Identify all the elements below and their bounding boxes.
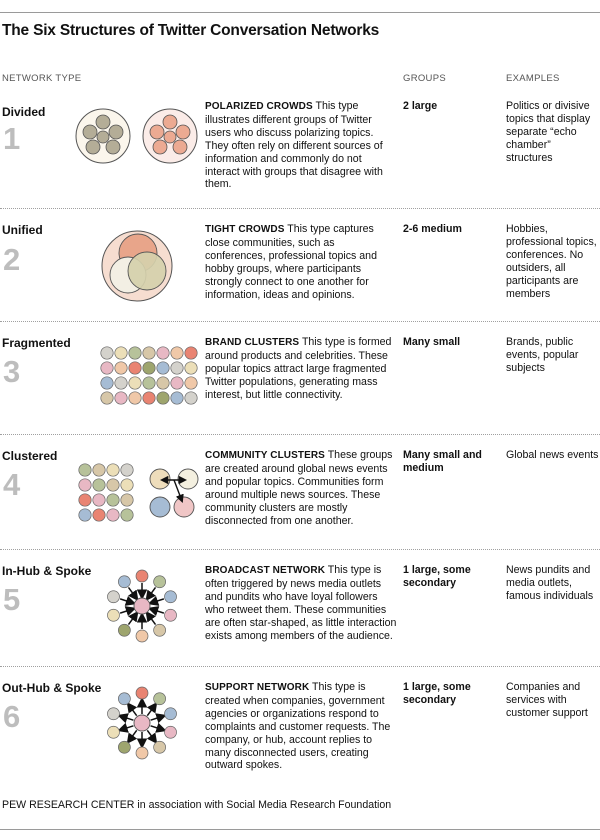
network-node-dot xyxy=(185,362,197,374)
description-keyword: COMMUNITY CLUSTERS xyxy=(205,450,325,461)
description xyxy=(205,564,397,642)
network-type-name: Out-Hub & Spoke xyxy=(2,681,102,695)
network-node-dot xyxy=(107,494,119,506)
network-node-dot xyxy=(93,509,105,521)
spoke-node xyxy=(154,624,166,636)
hub-node xyxy=(134,715,150,731)
description xyxy=(205,223,397,301)
network-type-number: 1 xyxy=(3,121,21,156)
column-header-groups: GROUPS xyxy=(403,73,446,84)
broadcast-network-diagram xyxy=(102,566,182,646)
network-node-dot xyxy=(157,377,169,389)
network-type-number: 3 xyxy=(3,354,21,389)
network-node-dot xyxy=(121,509,133,521)
spoke-node xyxy=(136,687,148,699)
spoke-arrow xyxy=(147,613,155,624)
network-node-dot xyxy=(121,479,133,491)
network-node-dot xyxy=(107,509,119,521)
spoke-arrow xyxy=(147,704,155,715)
spoke-arrow xyxy=(120,716,133,720)
groups-value: 2 large xyxy=(403,100,438,112)
row-divider xyxy=(0,434,600,435)
network-type-number: 2 xyxy=(3,242,21,277)
network-node-dot xyxy=(129,347,141,359)
spoke-arrow xyxy=(128,730,136,741)
network-type-number: 4 xyxy=(3,467,21,502)
network-node-dot xyxy=(93,464,105,476)
spoke-arrow xyxy=(151,716,164,720)
network-node-dot xyxy=(129,362,141,374)
spoke-node xyxy=(165,708,177,720)
spoke-node xyxy=(118,741,130,753)
spoke-arrow xyxy=(120,599,133,603)
network-type-name: In-Hub & Spoke xyxy=(2,564,92,578)
description-text: This type is formed around products and celebrities. These popular topics attract large fragmented Twitter populations, generating mass interest, but little connectivity. xyxy=(205,336,392,401)
description-text: These groups are created around global news events and popular topics. Communities form around multiple news sources. These community clusters are mostly disconnected from one another. xyxy=(205,449,393,527)
spoke-arrow xyxy=(128,587,136,598)
network-node-dot xyxy=(115,377,127,389)
groups-value: Many small and medium xyxy=(403,449,482,474)
groups-value: Many small xyxy=(403,336,461,348)
network-type-number: 5 xyxy=(3,582,21,617)
spoke-node xyxy=(118,693,130,705)
network-type-name: Fragmented xyxy=(2,336,71,350)
spoke-node xyxy=(136,630,148,642)
network-node-dot xyxy=(79,479,91,491)
network-node-dot xyxy=(93,479,105,491)
spoke-arrow xyxy=(147,730,155,741)
row-divider xyxy=(0,666,600,667)
network-node-dot xyxy=(115,347,127,359)
network-type-name: Clustered xyxy=(2,449,58,463)
examples-value: Politics or divisive topics that display separate “echo chamber” structures xyxy=(506,100,591,164)
spoke-node xyxy=(165,591,177,603)
groups-value: 1 large, some secondary xyxy=(403,564,471,589)
network-node-dot xyxy=(107,464,119,476)
network-node-dot xyxy=(101,377,113,389)
network-node-dot xyxy=(143,347,155,359)
spoke-arrow xyxy=(120,726,133,730)
community-clusters-diagram xyxy=(78,463,203,525)
hub-node xyxy=(134,598,150,614)
spoke-arrow xyxy=(128,613,136,624)
description-text: This type captures close communities, such as conferences, professional topics and hobby groups, where participants strongly connect to one another for information, ideas and opinions. xyxy=(205,223,377,301)
description xyxy=(205,100,397,191)
spoke-arrow xyxy=(120,609,133,613)
column-header-examples: EXAMPLES xyxy=(506,73,560,84)
network-node-dot xyxy=(101,362,113,374)
network-node-dot xyxy=(115,362,127,374)
network-node-dot xyxy=(79,494,91,506)
network-node-dot xyxy=(157,362,169,374)
brand-clusters-diagram xyxy=(100,346,200,408)
spoke-node xyxy=(107,591,119,603)
network-type-name: Unified xyxy=(2,223,43,237)
spoke-node xyxy=(107,609,119,621)
spoke-node xyxy=(165,609,177,621)
row-divider xyxy=(0,208,600,209)
network-node-dot xyxy=(185,347,197,359)
bottom-rule xyxy=(0,829,600,830)
column-header-network-type: NETWORK TYPE xyxy=(2,73,82,84)
spoke-node xyxy=(154,693,166,705)
description-text: This type is often triggered by news media outlets and pundits who have loyal followers who retweet them. These communities are often star-shaped, as little interaction exists among members of the audience. xyxy=(205,564,397,642)
network-node-dot xyxy=(79,464,91,476)
network-node-dot xyxy=(121,494,133,506)
spoke-node xyxy=(165,726,177,738)
network-node-dot xyxy=(129,377,141,389)
page-title: The Six Structures of Twitter Conversation Networks xyxy=(2,22,380,39)
row-divider xyxy=(0,549,600,550)
examples-value: News pundits and media outlets, famous individuals xyxy=(506,564,594,602)
spoke-node xyxy=(136,570,148,582)
examples-value: Companies and services with customer support xyxy=(506,681,588,719)
spoke-arrow xyxy=(151,609,164,613)
network-node-dot xyxy=(107,479,119,491)
description-text: This type is created when companies, government agencies or organizations respond to complaints and customer requests. The company, or hub, account replies to many disconnected users, creating outward spokes. xyxy=(205,681,391,772)
network-node-dot xyxy=(101,347,113,359)
network-node-dot xyxy=(171,377,183,389)
spoke-node xyxy=(154,576,166,588)
description-keyword: POLARIZED CROWDS xyxy=(205,101,313,112)
description-keyword: BROADCAST NETWORK xyxy=(205,565,326,576)
network-node-dot xyxy=(115,392,127,404)
network-node-dot xyxy=(185,377,197,389)
network-node-dot xyxy=(143,377,155,389)
examples-value: Global news events xyxy=(506,449,599,461)
network-type-name: Divided xyxy=(2,105,46,119)
support-network-diagram xyxy=(102,683,182,763)
description-keyword: TIGHT CROWDS xyxy=(205,224,285,235)
spoke-node xyxy=(118,624,130,636)
network-node-dot xyxy=(93,494,105,506)
network-node-dot xyxy=(171,392,183,404)
description xyxy=(205,449,397,527)
spoke-node xyxy=(107,726,119,738)
network-node-dot xyxy=(171,362,183,374)
network-node-dot xyxy=(79,509,91,521)
row-divider xyxy=(0,321,600,322)
network-node-dot xyxy=(129,392,141,404)
network-node-dot xyxy=(121,464,133,476)
spoke-arrow xyxy=(151,726,164,730)
spoke-node xyxy=(154,741,166,753)
spoke-node xyxy=(107,708,119,720)
network-node-dot xyxy=(157,347,169,359)
tight-crowds-diagram xyxy=(74,229,199,304)
polarized-crowds-diagram xyxy=(74,106,199,166)
network-node-dot xyxy=(143,362,155,374)
spoke-node xyxy=(136,747,148,759)
network-node-dot xyxy=(101,392,113,404)
footer-credit: PEW RESEARCH CENTER in association with Social Media Research Foundation xyxy=(2,799,392,811)
description-keyword: BRAND CLUSTERS xyxy=(205,337,300,348)
examples-value: Brands, public events, popular subjects xyxy=(506,336,579,374)
network-node-dot xyxy=(157,392,169,404)
network-node-dot xyxy=(171,347,183,359)
spoke-arrow xyxy=(151,599,164,603)
description-text: This type illustrates different groups of Twitter users who discuss polarizing topics. They often rely on different sources of information and commonly do not interact with groups that disagree with them. xyxy=(205,100,383,191)
description xyxy=(205,681,397,772)
network-type-number: 6 xyxy=(3,699,21,734)
description-keyword: SUPPORT NETWORK xyxy=(205,682,310,693)
spoke-arrow xyxy=(147,587,155,598)
spoke-node xyxy=(118,576,130,588)
network-node-dot xyxy=(143,392,155,404)
groups-value: 1 large, some secondary xyxy=(403,681,471,706)
description xyxy=(205,336,397,402)
network-node-dot xyxy=(185,392,197,404)
groups-value: 2-6 medium xyxy=(403,223,462,235)
examples-value: Hobbies, professional topics, conferences. No outsiders, all participants are members xyxy=(506,223,597,300)
top-rule xyxy=(0,12,600,13)
spoke-arrow xyxy=(128,704,136,715)
